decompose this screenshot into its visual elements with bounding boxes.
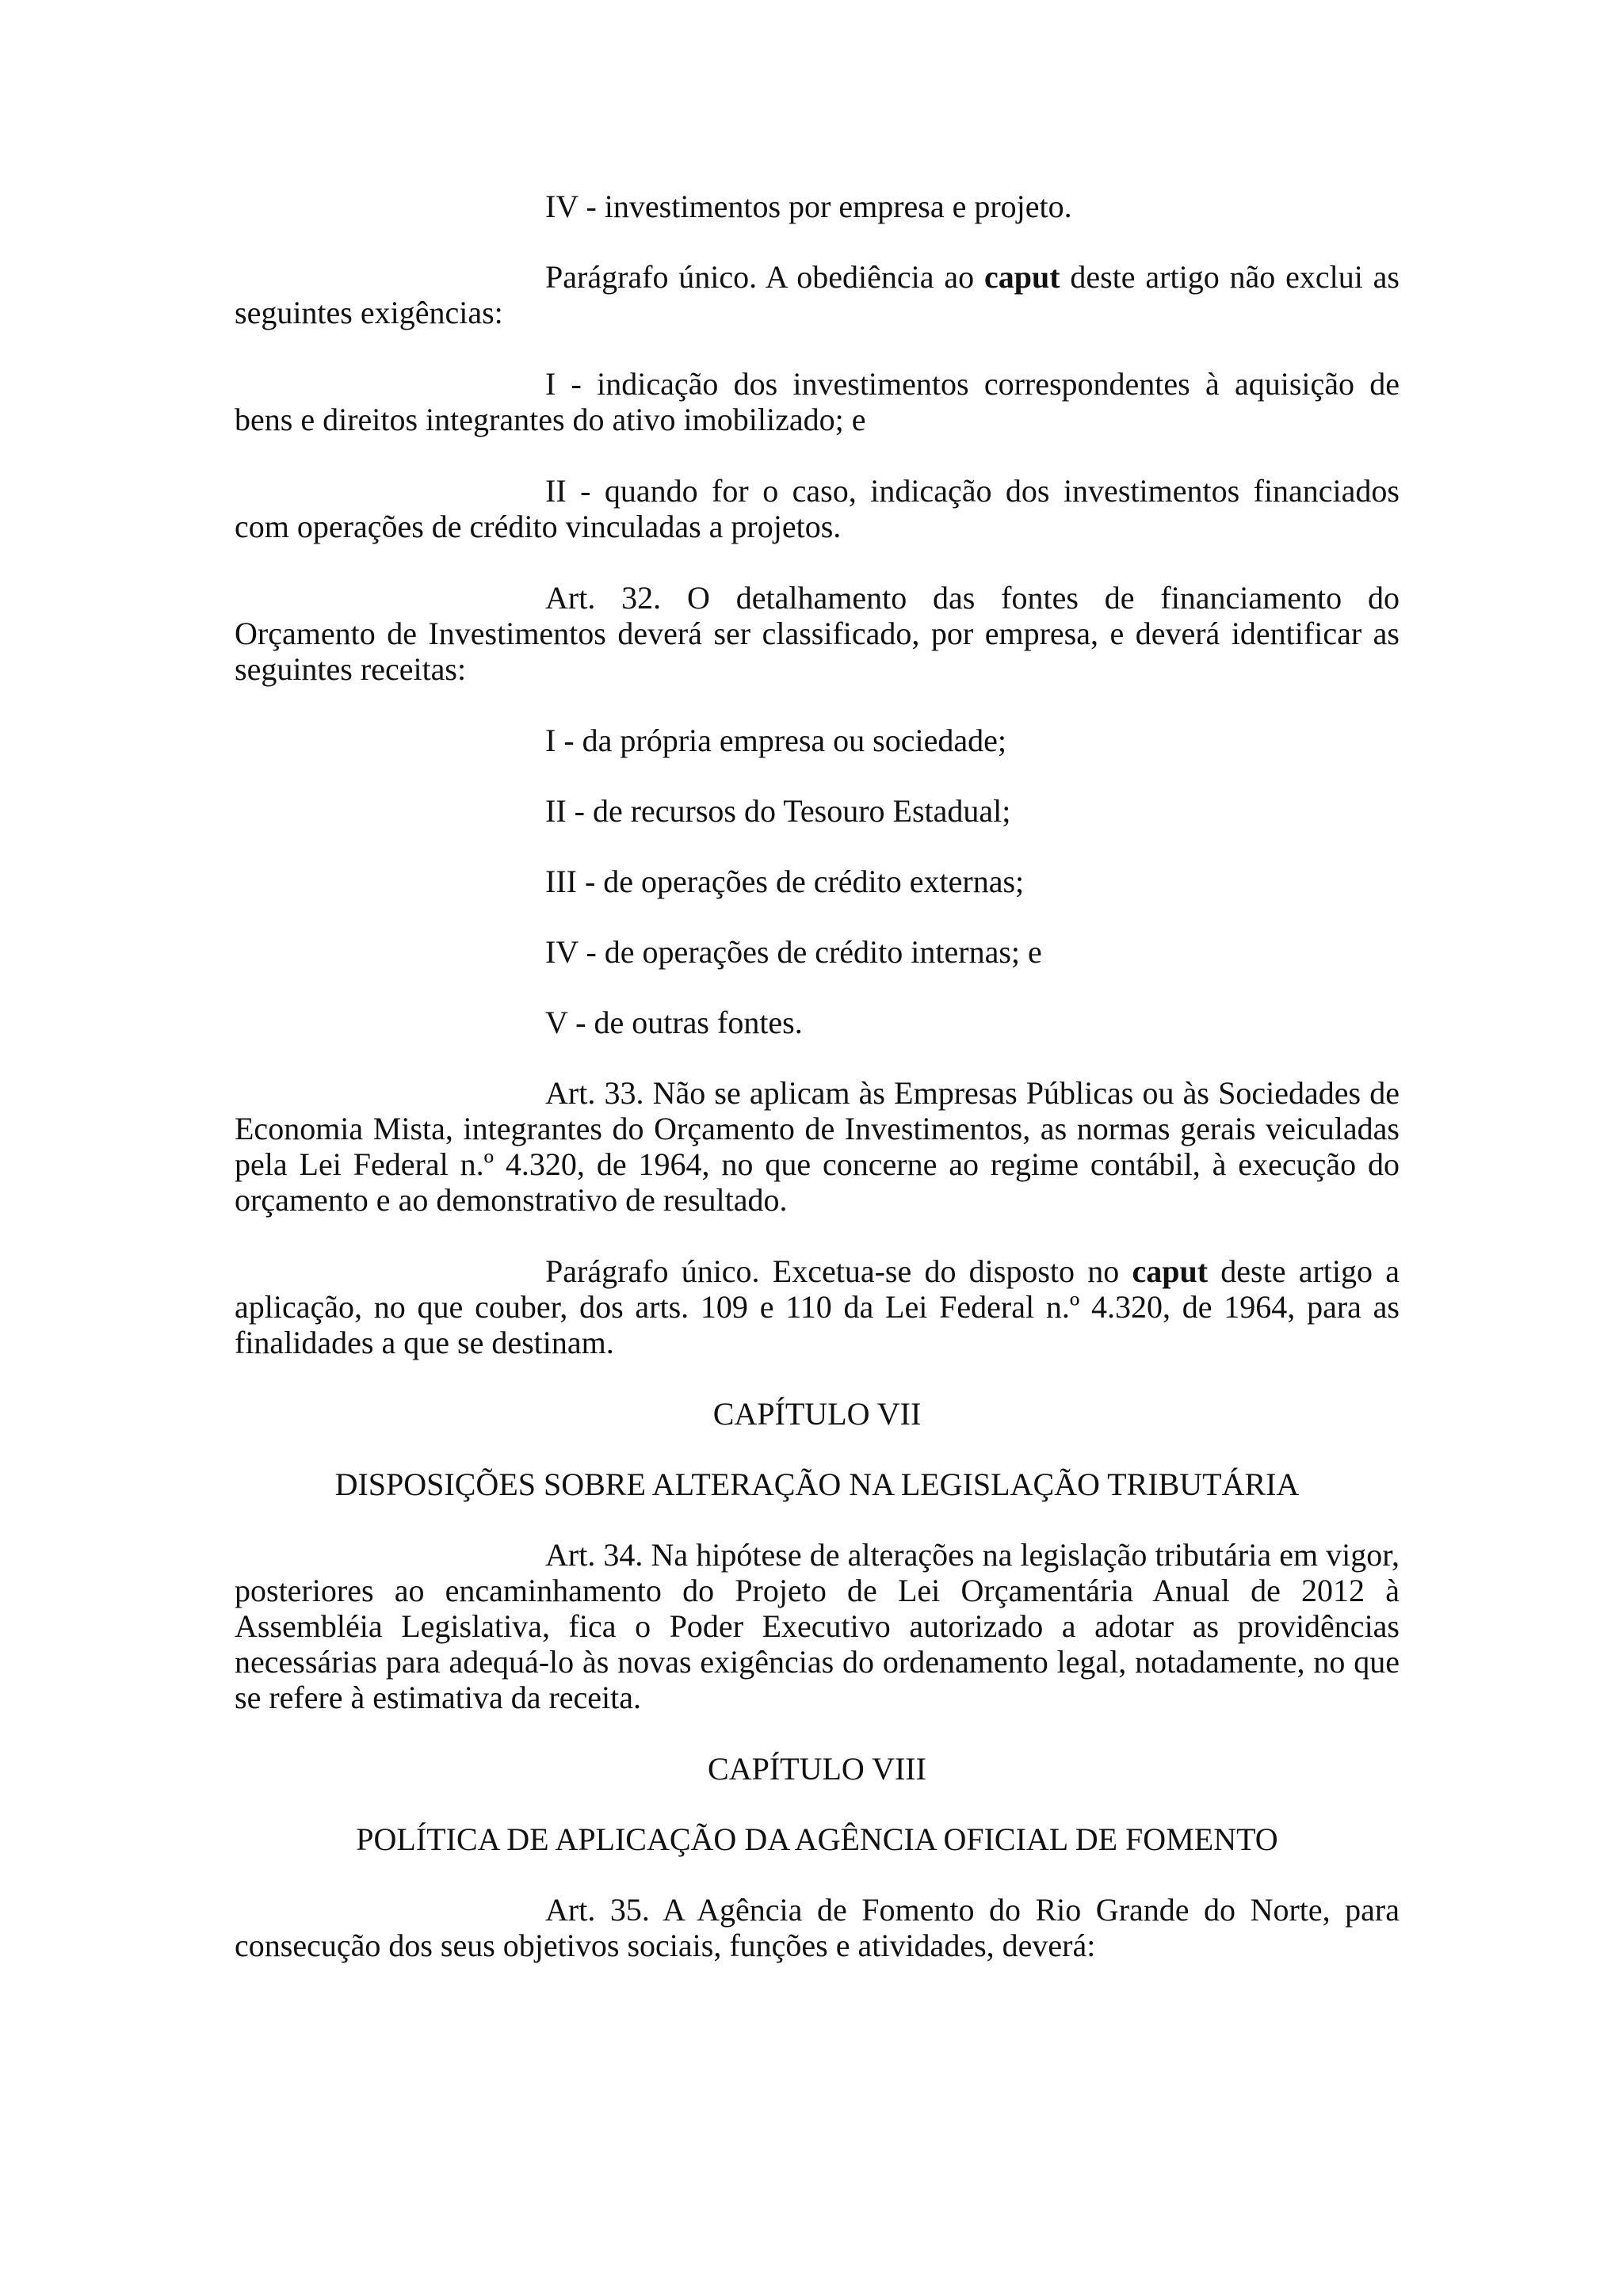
chapter-viii-title: POLÍTICA DE APLICAÇÃO DA AGÊNCIA OFICIAL DE FOMENTO [356, 1821, 1278, 1857]
art-34: Art. 34. Na hipótese de alterações na legislação tributária em vigor, posteriores ao encaminhamento do Projeto de Lei Orçamentária Anual de 2012 à Assembléia Legislativa, fica o Poder Executivo autorizado a adotar as providências necessárias para adequá-lo às novas exigências do ordenamento legal, notadamente, no que se refere à estimativa da receita. [235, 1537, 1400, 1715]
caput-bold: caput [983, 259, 1060, 295]
item-ii-quando: II - quando for o caso, indicação dos investimentos financiados com operações de crédito vinculadas a projetos. [235, 473, 1400, 544]
chapter-vii-heading: CAPÍTULO VII [712, 1396, 922, 1432]
item-i-indicacao: I - indicação dos investimentos correspondentes à aquisição de bens e direitos integrantes do ativo imobilizado; e [235, 366, 1400, 437]
list-item-receita-3: III - de operações de crédito externas; [545, 864, 1025, 899]
document-page [235, 189, 1400, 1999]
paragrafo-unico-art31: Parágrafo único. A obediência ao caput deste artigo não exclui as seguintes exigências: [235, 259, 1400, 330]
caput-bold: caput [1132, 1253, 1209, 1289]
list-item-receita-2: II - de recursos do Tesouro Estadual; [545, 793, 1011, 829]
item-iv-investimentos: IV - investimentos por empresa e projeto. [545, 189, 1072, 224]
art-35: Art. 35. A Agência de Fomento do Rio Grande do Norte, para consecução dos seus objetivos sociais, funções e atividades, deverá: [235, 1892, 1400, 1963]
list-item-receita-1: I - da própria empresa ou sociedade; [545, 723, 1006, 758]
list-item-receita-5: V - de outras fontes. [545, 1005, 803, 1040]
paragrafo-unico-art33: Parágrafo único. Excetua-se do disposto no caput deste artigo a aplicação, no que couber, dos arts. 109 e 110 da Lei Federal n.º 4.320, de 1964, para as finalidades a que se destinam. [235, 1253, 1400, 1360]
art-33: Art. 33. Não se aplicam às Empresas Públicas ou às Sociedades de Economia Mista, integrantes do Orçamento de Investimentos, as normas gerais veiculadas pela Lei Federal n.º 4.320, de 1964, no que concerne ao regime contábil, à execução do orçamento e ao demonstrativo de resultado. [235, 1075, 1400, 1218]
chapter-vii-title: DISPOSIÇÕES SOBRE ALTERAÇÃO NA LEGISLAÇÃO TRIBUTÁRIA [334, 1466, 1300, 1502]
chapter-viii-heading: CAPÍTULO VIII [708, 1751, 926, 1787]
art-32: Art. 32. O detalhamento das fontes de financiamento do Orçamento de Investimentos deverá ser classificado, por empresa, e deverá identificar as seguintes receitas: [235, 580, 1400, 687]
list-item-receita-4: IV - de operações de crédito internas; e [545, 934, 1042, 970]
